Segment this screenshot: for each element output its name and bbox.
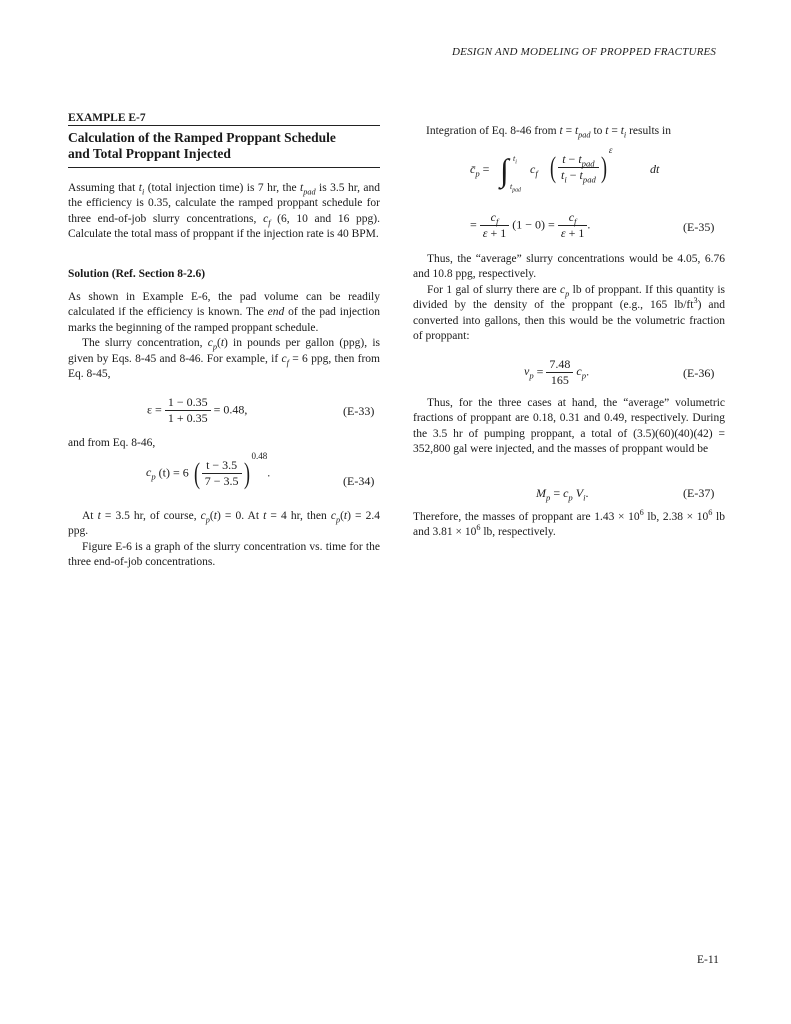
equation-number-e34: (E-34) xyxy=(343,474,375,488)
equation-e35: = $\frac{c_f}{\varepsilon + 1}$ (1 − 0) = $\frac{c_f}{\varepsilon + 1}$ . xyxy=(470,210,591,240)
problem-statement: Assuming that $t_i$ (total injection time) is 7 hr, the $t_{pad}$ is 3.5 hr, and the efficiency is 0.35, calculate the ramped proppant schedule for three end-of-job slurry concentrations, $c_f$ (6, 10 and 16 ppg). Calculate the total mass of proppant if the injection rate is 40 BPM. xyxy=(68,182,380,241)
right-text-block-3: Therefore, the masses of proppant are $1.43 \times 10^6$ lb, $2.38 \times 10^6$ lb and $3.81 \times 10^6$ lb, respectively. xyxy=(413,508,725,539)
rule-top xyxy=(68,125,380,126)
closing-text: At t = 3.5 hr, of course, $c_p(t) = 0$. At t = 4 hr, then $c_p(t) = 2.4$ ppg. Figure E-6 is a graph of the slurry concentration vs. time for the three end-of-job concentrations. xyxy=(68,510,380,569)
equation-e36: $v_p$ = $\frac{7.48}{165}$ $c_p$. xyxy=(524,357,590,387)
equation-number-e36: (E-36) xyxy=(683,366,715,380)
right-text-block-2: Thus, for the three cases at hand, the “average” volumetric fractions of proppant are 0.18, 0.31 and 0.49, respectively. During the 3.5 hr of pumping proppant, a total of (3.5)(60)(40)(42) = 352,800 gal were injected, and the masses of proppant would be xyxy=(413,397,725,456)
integration-text: Integration of Eq. 8-46 from $t = t_{pad}$ to $t = t_i$ results in xyxy=(426,125,671,140)
equation-e34: $c_p$ (t) = 6 ( $\frac{t - 3.5}{7 - 3.5}$ )$^{0.48}$. xyxy=(146,451,271,490)
equation-e37: $M_p = c_p$ $V_i$. xyxy=(536,486,589,503)
equation-integral: $c̄_p$ = ∫ $t_i$ $t_{pad}$ $c_f$ ( $\frac{t - t_{pad}}{t_i - t_{pad}}$ )$^\varepsilon$ dt xyxy=(470,145,660,194)
and-from-text: and from Eq. 8-46, xyxy=(68,437,156,449)
equation-e33: ε = $\frac{1 - 0.35}{1 + 0.35}$ = 0.48, xyxy=(147,395,248,425)
running-header: DESIGN AND MODELING OF PROPPED FRACTURES xyxy=(452,46,717,58)
equation-number-e37: (E-37) xyxy=(683,486,715,500)
equation-number-e33: (E-33) xyxy=(343,404,375,418)
solution-heading: Solution (Ref. Section 8-2.6) xyxy=(68,268,206,280)
example-title: Calculation of the Ramped Proppant Schedule and Total Proppant Injected xyxy=(68,130,336,161)
equation-number-e35: (E-35) xyxy=(683,220,715,234)
example-label: EXAMPLE E-7 xyxy=(68,112,146,124)
solution-text: As shown in Example E-6, the pad volume can be readily calculated if the efficiency is known. The end of the pad injection marks the beginning of the ramped proppant schedule. The slurry concentration, $c_p(t)$ in pounds per gallon (ppg), is given by Eqs. 8-45 and 8-46. For example, if $c_f = 6$ ppg, then from Eq. 8-45, xyxy=(68,291,381,381)
rule-bottom xyxy=(68,167,380,168)
right-text-block-1: Thus, the “average” slurry concentrations would be 4.05, 6.76 and 10.8 ppg, respectively. For 1 gal of slurry there are $c_p$ lb of proppant. If this quantity is divided by the density of the proppant (e.g., 165 $lb/ft^3$) and converted into gallons, then this would be the volumetric fraction of proppant: xyxy=(413,253,726,343)
page-number: E-11 xyxy=(697,954,719,966)
